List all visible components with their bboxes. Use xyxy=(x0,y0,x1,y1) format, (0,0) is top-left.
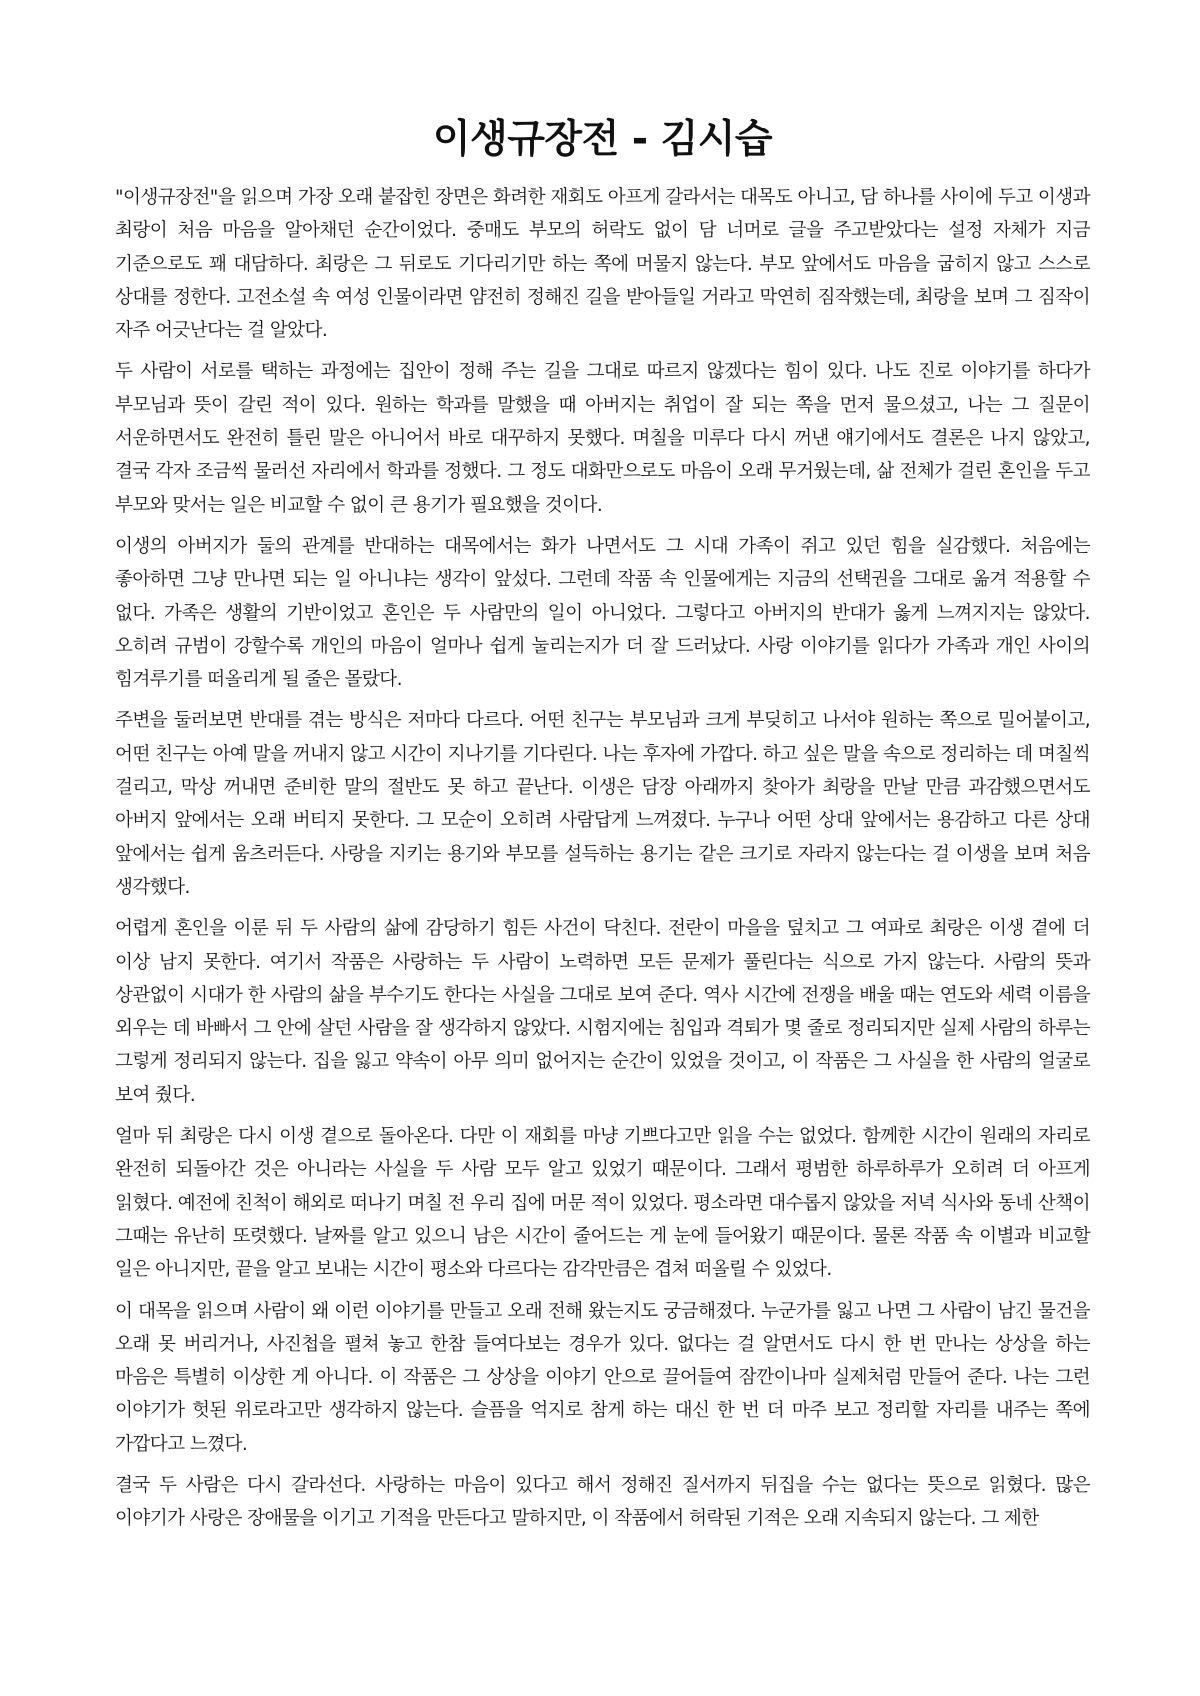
paragraph: 이 대목을 읽으며 사람이 왜 이런 이야기를 만들고 오래 전해 왔는지도 궁금해졌다. 누군가를 잃고 나면 그 사람이 남긴 물건을 오래 못 버리거나, 사진첩을 펼쳐 놓고 한참 들여다보는 경우가 있다. 없다는 걸 알면서도 다시 한 번 만나는 상상을 하는 마음은 특별히 이상한 게 아니다. 이 작품은 그 상상을 이야기 안으로 끌어들여 잠깐이나마 실제처럼 만들어 준다. 나는 그런 이야기가 헛된 위로라고만 생각하지 않는다. 슬픔을 억지로 참게 하는 대신 한 번 더 마주 보고 정리할 자리를 내주는 쪽에 가깝다고 느꼈다. xyxy=(115,1300,1090,1455)
paragraph: 이생의 아버지가 둘의 관계를 반대하는 대목에서는 화가 나면서도 그 시대 가족이 쥐고 있던 힘을 실감했다. 처음에는 좋아하면 그냥 만나면 되는 일 아니냐는 생각이 앞섰다. 그런데 작품 속 인물에게는 지금의 선택권을 그대로 옮겨 적용할 수 없다. 가족은 생활의 기반이었고 혼인은 두 사람만의 일이 아니었다. 그렇다고 아버지의 반대가 옳게 느껴지지는 않았다. 오히려 규범이 강할수록 개인의 마음이 얼마나 쉽게 눌리는지가 더 잘 드러났다. 사랑 이야기를 읽다가 가족과 개인 사이의 힘겨루기를 떠올리게 될 줄은 몰랐다. xyxy=(115,535,1090,691)
document-title: 이생규장전 - 김시습 xyxy=(432,117,773,162)
paragraph: 얼마 뒤 최랑은 다시 이생 곁으로 돌아온다. 다만 이 재회를 마냥 기쁘다고만 읽을 수는 없었다. 함께한 시간이 원래의 자리로 완전히 되돌아간 것은 아니라는 사실을 두 사람 모두 알고 있었기 때문이다. 그래서 평범한 하루하루가 오히려 더 아프게 읽혔다. 예전에 친척이 해외로 떠나기 며칠 전 우리 집에 머문 적이 있었다. 평소라면 대수롭지 않았을 저녁 식사와 동네 산책이 그때는 유난히 또렷했다. 날짜를 알고 있으니 남은 시간이 줄어드는 게 눈에 들어왔기 때문이다. 물론 작품 속 이별과 비교할 일은 아니지만, 끝을 알고 보내는 시간이 평소와 다르다는 감각만큼은 겹쳐 떠올릴 수 있었다. xyxy=(115,1126,1090,1281)
document-body xyxy=(115,181,1090,1536)
paragraph: 결국 두 사람은 다시 갈라선다. 사랑하는 마음이 있다고 해서 정해진 질서까지 뒤집을 수는 없다는 뜻으로 읽혔다. 많은 이야기가 사랑은 장애물을 이기고 기적을 만든다고 말하지만, 이 작품에서 허락된 기적은 오래 지속되지 않는다. 그 제한 xyxy=(115,1474,1090,1530)
paragraph: "이생규장전"을 읽으며 가장 오래 붙잡힌 장면은 화려한 재회도 아프게 갈라서는 대목도 아니고, 담 하나를 사이에 두고 이생과 최랑이 처음 마음을 알아채던 순간이었다. 중매도 부모의 허락도 없이 담 너머로 글을 주고받았다는 설정 자체가 지금 기준으로도 꽤 대담하다. 최랑은 그 뒤로도 기다리기만 하는 쪽에 머물지 않는다. 부모 앞에서도 마음을 굽히지 않고 스스로 상대를 정한다. 고전소설 속 여성 인물이라면 얌전히 정해진 길을 받아들일 거라고 막연히 짐작했는데, 최랑을 보며 그 짐작이 자주 어긋난다는 걸 알았다. xyxy=(115,187,1090,342)
paragraph: 주변을 둘러보면 반대를 겪는 방식은 저마다 다르다. 어떤 친구는 부모님과 크게 부딪히고 나서야 원하는 쪽으로 밀어붙이고, 어떤 친구는 아예 말을 꺼내지 않고 시간이 지나기를 기다린다. 나는 후자에 가깝다. 하고 싶은 말을 속으로 정리하는 데 며칠씩 걸리고, 막상 꺼내면 준비한 말의 절반도 못 하고 끝난다. 이생은 담장 아래까지 찾아가 최랑을 만날 만큼 과감했으면서도 아버지 앞에서는 오래 버티지 못한다. 그 모순이 오히려 사람답게 느껴졌다. 누구나 어떤 상대 앞에서는 용감하고 다른 상대 앞에서는 쉽게 움츠러든다. 사랑을 지키는 용기와 부모를 설득하는 용기는 같은 크기로 자라지 않는다는 걸 이생을 보며 처음 생각했다. xyxy=(115,710,1090,898)
paragraph: 어렵게 혼인을 이룬 뒤 두 사람의 삶에 감당하기 힘든 사건이 닥친다. 전란이 마을을 덮치고 그 여파로 최랑은 이생 곁에 더 이상 남지 못한다. 여기서 작품은 사랑하는 두 사람이 노력하면 모든 문제가 풀린다는 식으로 가지 않는다. 사람의 뜻과 상관없이 시대가 한 사람의 삶을 부수기도 한다는 사실을 그대로 보여 준다. 역사 시간에 전쟁을 배울 때는 연도와 세력 이름을 외우는 데 바빠서 그 안에 살던 사람을 잘 생각하지 않았다. 시험지에는 침입과 격퇴가 몇 줄로 정리되지만 실제 사람의 하루는 그렇게 정리되지 않는다. 집을 잃고 약속이 아무 의미 없어지는 순간이 있었을 것이고, 이 작품은 그 사실을 한 사람의 얼굴로 보여 줬다. xyxy=(115,918,1090,1106)
paragraph: 두 사람이 서로를 택하는 과정에는 집안이 정해 주는 길을 그대로 따르지 않겠다는 힘이 있다. 나도 진로 이야기를 하다가 부모님과 뜻이 갈린 적이 있다. 원하는 학과를 말했을 때 아버지는 취업이 잘 되는 쪽을 먼저 물으셨고, 나는 그 질문이 서운하면서도 완전히 틀린 말은 아니어서 바로 대꾸하지 못했다. 며칠을 미루다 다시 꺼낸 얘기에서도 결론은 나지 않았고, 결국 각자 조금씩 물러선 자리에서 학과를 정했다. 그 정도 대화만으로도 마음이 오래 무거웠는데, 삶 전체가 걸린 혼인을 두고 부모와 맞서는 일은 비교할 수 없이 큰 용기가 필요했을 것이다. xyxy=(115,361,1090,516)
